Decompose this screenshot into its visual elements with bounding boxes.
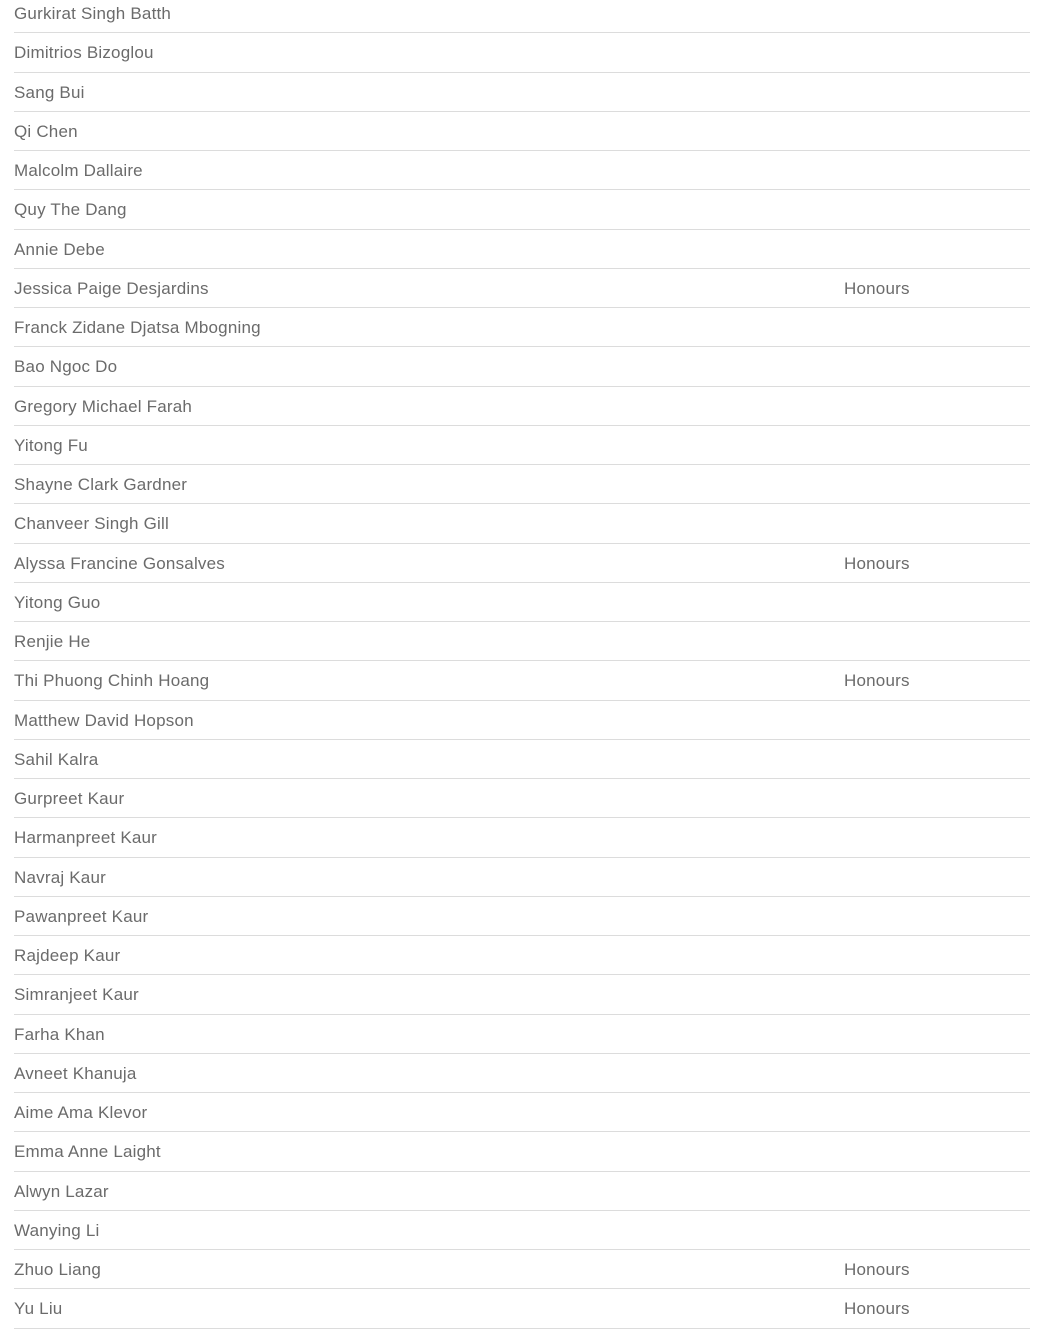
list-item (14, 1132, 1030, 1171)
distinction-label: Honours (844, 278, 910, 298)
graduate-name: Dimitrios Bizoglou (14, 43, 154, 63)
list-item (14, 1054, 1030, 1093)
list-item (14, 347, 1030, 386)
graduate-name: Farha Khan (14, 1024, 105, 1044)
list-item (14, 1250, 1030, 1289)
list-item (14, 504, 1030, 543)
graduate-name: Sahil Kalra (14, 749, 99, 769)
graduate-name: Malcolm Dallaire (14, 161, 143, 180)
graduate-name: Yitong Guo (14, 592, 101, 612)
list-item (14, 465, 1030, 504)
graduate-name: Emma Anne Laight (14, 1142, 161, 1162)
list-item (14, 740, 1030, 779)
graduate-name: Alwyn Lazar (14, 1181, 109, 1201)
graduate-name: Alyssa Francine Gonsalves (14, 553, 225, 573)
graduate-name: Chanveer Singh Gill (14, 514, 169, 534)
list-item (14, 1015, 1030, 1054)
graduate-name: Gregory Michael Farah (14, 396, 193, 416)
graduate-name: Qi Chen (14, 121, 78, 141)
graduate-name: Simranjeet Kaur (14, 985, 139, 1005)
graduate-name: Gurpreet Kaur (14, 789, 125, 808)
graduate-name: Matthew David Hopson (14, 710, 194, 730)
graduate-name: Wanying Li (14, 1220, 100, 1240)
list-item (14, 151, 1030, 190)
list-item (14, 308, 1030, 347)
list-item (14, 818, 1030, 857)
graduate-name: Navraj Kaur (14, 867, 106, 887)
list-item (14, 1093, 1030, 1132)
graduate-name: Gurkirat Singh Batth (14, 4, 172, 23)
list-item (14, 0, 1030, 33)
list-item (14, 975, 1030, 1014)
graduate-name: Zhuo Liang (14, 1260, 102, 1279)
list-item (14, 1289, 1030, 1328)
graduate-name: Sang Bui (14, 82, 85, 102)
list-item (14, 701, 1030, 740)
list-item (14, 936, 1030, 975)
list-item (14, 583, 1030, 622)
graduate-name: Annie Debe (14, 239, 105, 259)
graduate-name: Pawanpreet Kaur (14, 906, 149, 926)
list-item (14, 1211, 1030, 1250)
graduate-name: Shayne Clark Gardner (14, 475, 188, 494)
graduate-name: Harmanpreet Kaur (14, 828, 158, 848)
graduate-name: Jessica Paige Desjardins (14, 278, 209, 298)
list-item (14, 1172, 1030, 1211)
graduate-name: Bao Ngoc Do (14, 357, 118, 377)
graduate-name: Franck Zidane Djatsa Mbogning (14, 318, 261, 337)
list-item (14, 622, 1030, 661)
graduate-name: Rajdeep Kaur (14, 946, 121, 965)
list-item (14, 190, 1030, 229)
graduate-name: Avneet Khanuja (14, 1063, 137, 1083)
list-item (14, 779, 1030, 818)
graduate-name: Renjie He (14, 632, 91, 651)
graduate-name: Thi Phuong Chinh Hoang (14, 671, 210, 691)
graduate-name: Yu Liu (14, 1299, 63, 1319)
graduate-name: Quy The Dang (14, 200, 127, 220)
list-item (14, 426, 1030, 465)
graduate-name: Aime Ama Klevor (14, 1103, 148, 1122)
list-item (14, 661, 1030, 700)
list-item (14, 897, 1030, 936)
distinction-label: Honours (844, 1260, 910, 1279)
distinction-label: Honours (844, 1299, 910, 1319)
graduate-list (14, 0, 1030, 1329)
graduate-name: Yitong Fu (14, 435, 88, 455)
list-item (14, 33, 1030, 72)
list-item (14, 387, 1030, 426)
distinction-label: Honours (844, 553, 910, 573)
list-item (14, 858, 1030, 897)
list-item (14, 230, 1030, 269)
distinction-label: Honours (844, 671, 910, 691)
list-item (14, 73, 1030, 112)
list-item (14, 112, 1030, 151)
list-item (14, 269, 1030, 308)
list-item (14, 544, 1030, 583)
